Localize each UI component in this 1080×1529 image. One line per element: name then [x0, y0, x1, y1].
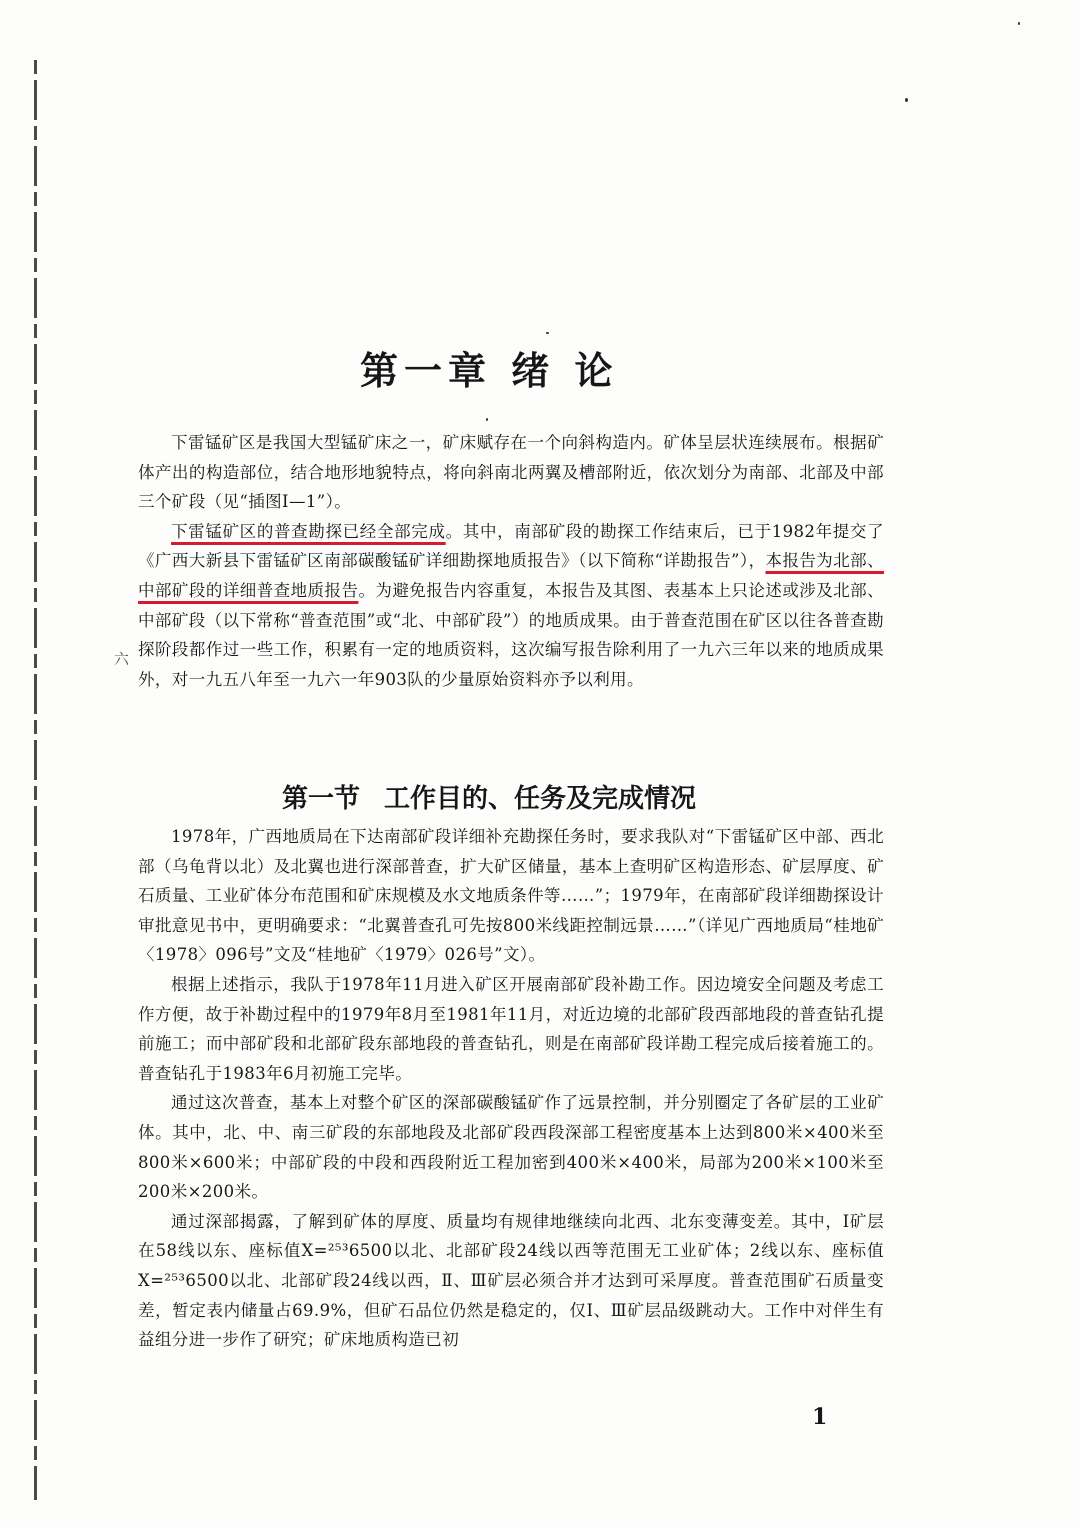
- scan-speck: [546, 332, 549, 334]
- chapter-title: 第一章 绪 论: [360, 348, 619, 393]
- section-paragraph: 通过这次普查，基本上对整个矿区的深部碳酸锰矿作了远景控制，并分别圈定了各矿层的工业矿体。其中，北、中、南三矿段的东部地段及北部矿段西段深部工程密度基本上达到800米×400米至800米×600米；中部矿段的中段和西段附近工程加密到400米×400米，局部为200米×100米至200米×200米。: [138, 1093, 884, 1202]
- section-paragraph: 通过深部揭露，了解到矿体的厚度、质量均有规律地继续向北西、北东变薄变差。其中，Ⅰ矿层在58线以东、座标值X=²⁵³6500以北、北部矿段24线以西等范围无工业矿体；2线以东、座标值X=²⁵³6500以北、北部矿段24线以西，Ⅱ、Ⅲ矿层必须合并才达到可采厚度。普查范围矿石质量变差，暂定表内储量占69.9%，但矿石品位仍然是稳定的，仅Ⅰ、Ⅲ矿层品级跳动大。工作中对伴生有益组分进一步作了研究；矿床地质构造已初: [138, 1211, 884, 1350]
- intro-text: 。为避免报告内容重复，本报告及其图、表基本上只论述或涉及北部、中部矿段（以下常称“普查范围”或“北、中部矿段”）的地质成果。由于普查范围在矿区以往各普查勘探阶段都作过一些工作，积累有一定的地质资料，这次编写报告除利用了一九六三年以来的地质成果外，对一九五八年至一九六一年903队的少量原始资料亦予以利用。: [138, 580, 885, 689]
- intro-paragraph: 下雷锰矿区是我国大型锰矿床之一，矿床赋存在一个向斜构造内。矿体呈层状连续展布。根据矿体产出的构造部位，结合地形地貌特点，将向斜南北两翼及槽部附近，依次划分为南部、北部及中部三个矿段（见“插图Ⅰ—1”）。: [138, 433, 884, 512]
- binding-edge-mark: [34, 60, 37, 1500]
- scan-speck: [486, 418, 488, 421]
- section-body: [138, 822, 884, 1355]
- page-number: 1: [812, 1404, 828, 1430]
- scan-speck: [1018, 22, 1020, 25]
- section-title: [282, 778, 802, 815]
- margin-annotation: 六: [114, 650, 130, 668]
- scan-speck: [905, 98, 908, 102]
- section-number: 第一节: [282, 784, 361, 814]
- section-paragraph: 根据上述指示，我队于1978年11月进入矿区开展南部矿段补勘工作。因边境安全问题及考虑工作方便，故于补勘过程中的1979年8月至1981年11月，对近边境的北部矿段西部地段的普查钻孔提前施工；而中部矿段和北部矿段东部地段的普查钻孔，则是在南部矿段详勘工程完成后接着施工的。普查钻孔于1983年6月初施工完毕。: [138, 974, 884, 1083]
- intro-paragraph-highlighted: [138, 517, 884, 695]
- section-heading-text: 工作目的、任务及完成情况: [384, 784, 697, 814]
- red-underlined-text: 下雷锰矿区的普查勘探已经全部完成: [171, 521, 446, 541]
- chapter-intro: [138, 428, 884, 694]
- section-paragraph: 1978年，广西地质局在下达南部矿段详细补充勘探任务时，要求我队对“下雷锰矿区中部、西北部（乌龟背以北）及北翼也进行深部普查，扩大矿区储量，基本上查明矿区构造形态、矿层厚度、矿石质量、工业矿体分布范围和矿床规模及水文地质条件等……”；1979年，在南部矿段详细勘探设计审批意见书中，更明确要求：“北翼普查孔可先按800米线距控制远景……”（详见广西地质局“桂地矿〈1978〉096号”文及“桂地矿〈1979〉026号”文）。: [138, 827, 884, 965]
- intro-text: 。其中，南部矿段的勘探工作结束后，已于1982年提交了《广西大新县下雷锰矿区南部碳酸锰矿详细勘探地质报告》（以下简称“详勘报告”），: [138, 521, 884, 571]
- red-underlined-text: 本报告为北部、中部矿段的详细普查地质报告: [138, 551, 884, 600]
